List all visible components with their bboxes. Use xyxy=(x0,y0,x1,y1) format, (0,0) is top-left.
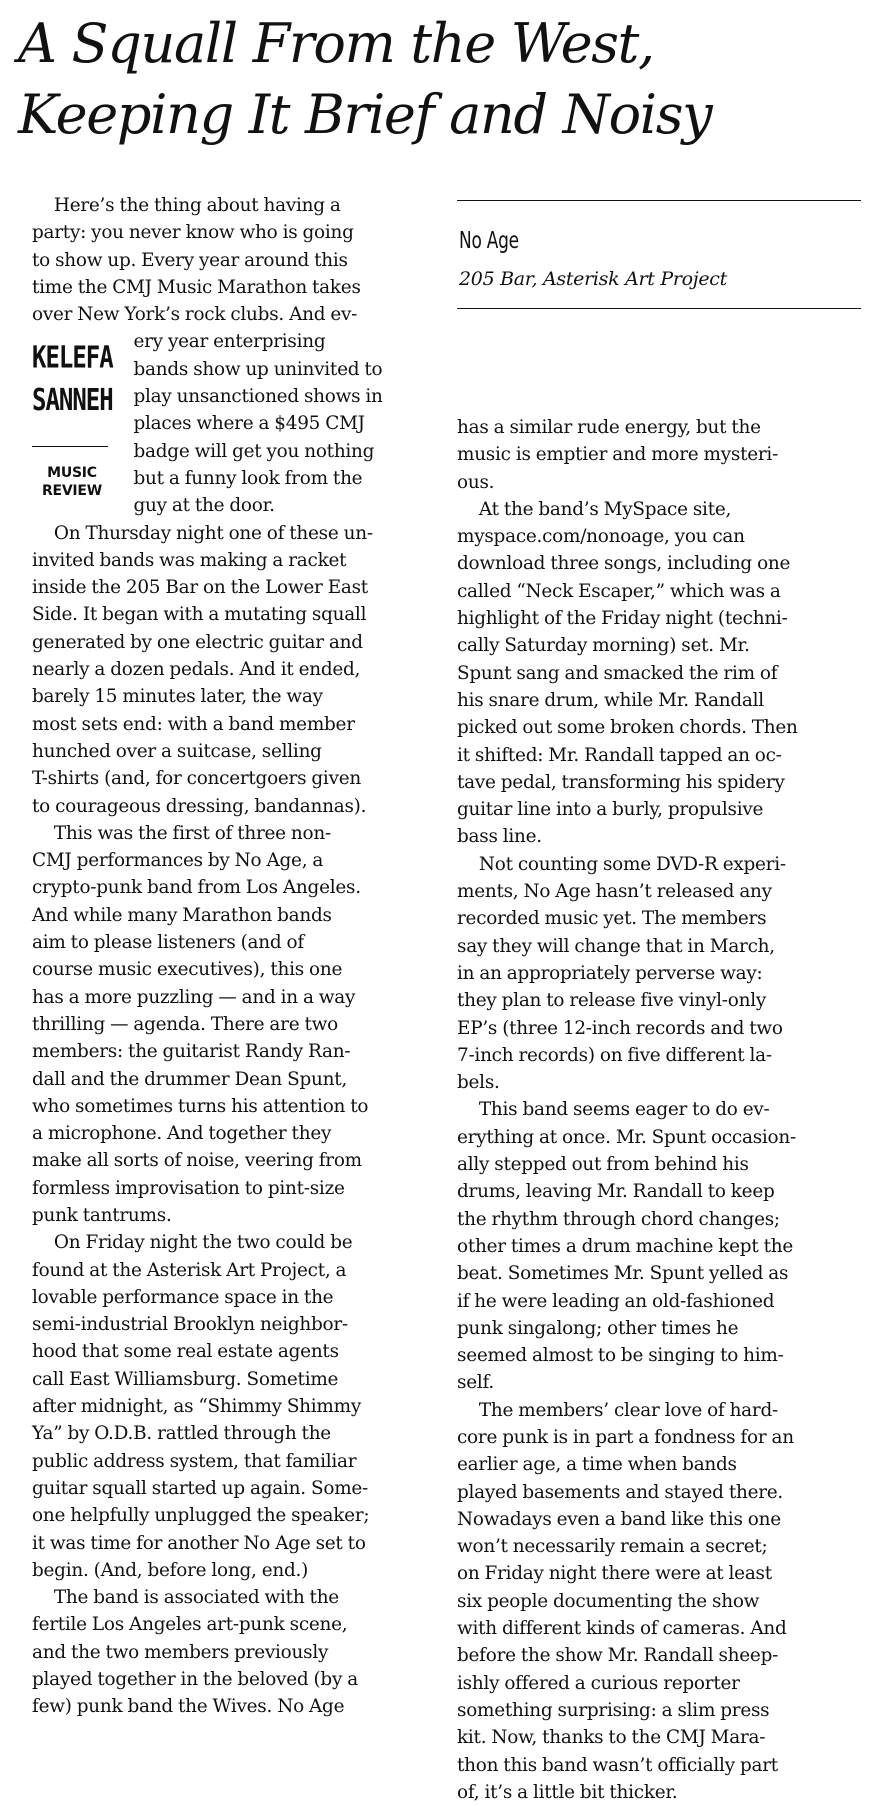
text-line: This was the first of three non- xyxy=(53,822,331,844)
text-line: played together in the beloved (by a xyxy=(32,1669,358,1691)
text-line: bands show up uninvited to xyxy=(133,358,383,380)
text-line: T-shirts (and, for concertgoers given xyxy=(32,768,361,790)
text-line: bass line. xyxy=(457,826,542,848)
text-line: in an appropriately perverse way: xyxy=(457,962,763,984)
text-line: recorded music yet. The members xyxy=(457,908,767,930)
text-line: generated by one electric guitar and xyxy=(32,631,363,653)
text-line: tave pedal, transforming his spidery xyxy=(457,771,785,793)
text-line: cally Saturday morning) set. Mr. xyxy=(457,635,750,657)
text-line: of, it’s a little bit thicker. xyxy=(457,1781,678,1803)
article-paragraph xyxy=(32,1584,432,1720)
author-first-name: KELEFA xyxy=(32,340,113,376)
text-line: found at the Asterisk Art Project, a xyxy=(32,1259,347,1281)
text-line: Not counting some DVD-R experi- xyxy=(478,853,786,875)
article-paragraph xyxy=(457,1096,861,1396)
text-line: who sometimes turns his attention to xyxy=(32,1095,369,1117)
text-line: formless improvisation to pint-size xyxy=(32,1177,345,1199)
text-line: call East Williamsburg. Sometime xyxy=(32,1368,339,1390)
text-line: dall and the drummer Dean Spunt, xyxy=(32,1068,347,1090)
text-line: say they will change that in March, xyxy=(457,935,775,957)
text-line: party: you never know who is going xyxy=(32,222,354,244)
text-line: Side. It began with a mutating squall xyxy=(32,604,367,626)
text-line: kit. Now, thanks to the CMJ Mara- xyxy=(457,1727,766,1749)
text-line: crypto-punk band from Los Angeles. xyxy=(32,877,361,899)
text-line: picked out some broken chords. Then xyxy=(457,717,798,739)
band-name: No Age xyxy=(459,228,519,254)
text-line: nearly a dozen pedals. And it ended, xyxy=(32,659,361,681)
kicker-line: MUSIC xyxy=(47,465,97,482)
text-line: his snare drum, while Mr. Randall xyxy=(457,689,764,711)
text-line: core punk is in part a fondness for an xyxy=(457,1426,794,1448)
kicker-line: REVIEW xyxy=(42,483,102,500)
text-line: beat. Sometimes Mr. Spunt yelled as xyxy=(457,1263,789,1285)
text-line: before the show Mr. Randall sheep- xyxy=(457,1645,779,1667)
text-line: EP’s (three 12-inch records and two xyxy=(457,1017,783,1039)
text-line: punk singalong; other times he xyxy=(457,1317,739,1339)
text-line: myspace.com/nonoage, you can xyxy=(457,526,745,548)
text-line: barely 15 minutes later, the way xyxy=(32,686,323,708)
article-paragraph xyxy=(457,414,861,496)
text-line: The members’ clear love of hard- xyxy=(478,1399,778,1421)
text-line: to show up. Every year around this xyxy=(32,249,348,271)
text-line: public address system, that familiar xyxy=(32,1450,357,1472)
text-line: play unsanctioned shows in xyxy=(133,386,383,408)
text-line: Spunt sang and smacked the rim of xyxy=(457,662,778,684)
text-line: CMJ performances by No Age, a xyxy=(32,850,324,872)
text-line: hunched over a suitcase, selling xyxy=(32,740,322,762)
text-line: guitar squall started up again. Some- xyxy=(32,1477,369,1499)
text-line: Here’s the thing about having a xyxy=(53,195,341,216)
text-line: ery year enterprising xyxy=(133,331,326,353)
text-line: played basements and stayed there. xyxy=(457,1481,784,1503)
headline-line: A Squall From the West, xyxy=(18,12,654,75)
text-line: thon this band wasn’t officially part xyxy=(457,1754,778,1776)
article-column-2 xyxy=(457,414,861,1806)
text-line: ishly offered a curious reporter xyxy=(457,1672,740,1694)
article-paragraph xyxy=(32,1229,432,1584)
article-paragraph xyxy=(32,520,432,820)
text-line: semi-industrial Brooklyn neighbor- xyxy=(32,1314,348,1336)
text-line: punk tantrums. xyxy=(32,1204,172,1226)
info-bottom-rule xyxy=(457,308,861,309)
headline xyxy=(18,8,878,150)
text-line: On Thursday night one of these un- xyxy=(53,522,373,544)
article-paragraph xyxy=(32,192,432,328)
text-line: it was time for another No Age set to xyxy=(32,1532,366,1554)
text-line: ally stepped out from behind his xyxy=(457,1154,749,1176)
article-paragraph xyxy=(457,1397,861,1806)
article-paragraph xyxy=(457,496,861,851)
text-line: if he were leading an old-fashioned xyxy=(457,1290,775,1312)
headline-line: Keeping It Brief and Noisy xyxy=(18,83,712,146)
text-line: hood that some real estate agents xyxy=(32,1341,339,1363)
text-line: and the two members previously xyxy=(32,1641,329,1663)
article-paragraph xyxy=(32,820,432,1229)
text-line: something surprising: a slim press xyxy=(457,1699,770,1721)
text-line: few) punk band the Wives. No Age xyxy=(32,1696,345,1718)
venue-names: 205 Bar, Asterisk Art Project xyxy=(459,268,727,290)
text-line: to courageous dressing, bandannas). xyxy=(32,795,367,817)
text-line: download three songs, including one xyxy=(457,553,791,575)
article-column-1 xyxy=(32,192,432,1721)
text-line: music is emptier and more mysteri- xyxy=(457,444,779,466)
text-line: erything at once. Mr. Spunt occasion- xyxy=(457,1126,796,1148)
text-line: places where a $495 CMJ xyxy=(133,413,365,435)
text-line: guy at the door. xyxy=(133,495,275,517)
info-top-rule xyxy=(457,200,861,201)
article-paragraph xyxy=(32,328,432,519)
text-line: members: the guitarist Randy Ran- xyxy=(32,1041,351,1063)
text-line: guitar line into a burly, propulsive xyxy=(457,799,764,821)
text-line: on Friday night there were at least xyxy=(457,1563,772,1585)
text-line: invited bands was making a racket xyxy=(32,549,347,571)
text-line: a microphone. And together they xyxy=(32,1123,332,1145)
text-line: called “Neck Escaper,” which was a xyxy=(457,580,781,602)
text-line: most sets end: with a band member xyxy=(32,713,355,735)
text-line: aim to please listeners (and of xyxy=(32,932,304,954)
text-line: but a funny look from the xyxy=(133,467,363,489)
text-line: course music executives), this one xyxy=(32,959,343,981)
text-line: drums, leaving Mr. Randall to keep xyxy=(457,1181,775,1203)
text-line: On Friday night the two could be xyxy=(53,1232,353,1254)
text-line: time the CMJ Music Marathon takes xyxy=(32,276,361,298)
text-line: fertile Los Angeles art-punk scene, xyxy=(32,1614,348,1636)
text-line: 7-inch records) on five different la- xyxy=(457,1044,772,1066)
text-line: self. xyxy=(457,1372,495,1394)
text-line: Nowadays even a band like this one xyxy=(457,1508,781,1530)
text-line: has a similar rude energy, but the xyxy=(457,417,761,438)
text-line: bels. xyxy=(457,1072,500,1094)
text-line: begin. (And, before long, end.) xyxy=(32,1559,309,1581)
text-line: inside the 205 Bar on the Lower East xyxy=(32,577,368,599)
text-line: make all sorts of noise, veering from xyxy=(32,1150,362,1172)
text-line: won’t necessarily remain a secret; xyxy=(457,1536,768,1558)
text-line: six people documenting the show xyxy=(457,1590,760,1612)
article-paragraph xyxy=(457,851,861,1097)
text-line: the rhythm through chord changes; xyxy=(457,1208,780,1230)
review-info-box xyxy=(457,200,861,310)
text-line: after midnight, as “Shimmy Shimmy xyxy=(32,1396,362,1418)
text-line: other times a drum machine kept the xyxy=(457,1235,793,1257)
author-last-name: SANNEH xyxy=(32,382,113,418)
text-line: seemed almost to be singing to him- xyxy=(457,1345,784,1367)
text-line: badge will get you nothing xyxy=(133,440,375,462)
text-line: Ya” by O.D.B. rattled through the xyxy=(32,1423,331,1445)
text-line: The band is associated with the xyxy=(53,1587,339,1609)
text-line: thrilling — agenda. There are two xyxy=(32,1013,338,1035)
text-line: ments, No Age hasn’t released any xyxy=(457,881,772,903)
text-line: At the band’s MySpace site, xyxy=(478,498,732,520)
text-line: And while many Marathon bands xyxy=(32,904,332,926)
text-line: it shifted: Mr. Randall tapped an oc- xyxy=(457,744,782,766)
text-line: highlight of the Friday night (techni- xyxy=(457,608,788,630)
text-line: has a more puzzling — and in a way xyxy=(32,986,356,1008)
text-line: over New York’s rock clubs. And ev- xyxy=(32,304,358,326)
text-line: lovable performance space in the xyxy=(32,1286,334,1308)
text-line: they plan to release five vinyl-only xyxy=(457,990,766,1012)
text-line: one helpfully unplugged the speaker; xyxy=(32,1505,370,1527)
text-line: with different kinds of cameras. And xyxy=(457,1618,787,1640)
text-line: This band seems eager to do ev- xyxy=(478,1099,770,1121)
text-line: ous. xyxy=(457,471,495,493)
text-line: earlier age, a time when bands xyxy=(457,1454,737,1476)
